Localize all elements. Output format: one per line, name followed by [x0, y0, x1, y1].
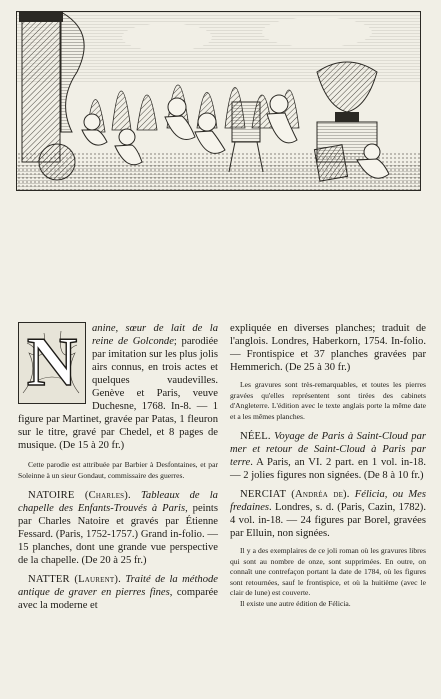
entry-neel [230, 430, 426, 482]
header-engraving [16, 11, 421, 191]
entry-natter-title: Traité de la méthode antique de graver en pierres fines [18, 574, 219, 598]
entry-natter-continued: expliquée en diverses planches; traduit de l'anglois. Londres, Haberkorn, 1754. In-folio. — Frontispice et 37 planches gravées par Hemmerich. (De 25 à 30 fr.) [230, 323, 426, 373]
note-nerciat-other-edition: Il existe une autre édition de Félicia. [240, 598, 351, 608]
entry-nerciat [230, 488, 426, 540]
note-natter: Les gravures sont très-remarquables, et toutes les pierres gravées qu'elles représentent sont tirées des cabinets d'Angleterre. L'édition avec le texte anglais porte la même date et a les mêmes planches. [230, 380, 426, 421]
entry-nerciat-title: Félicia, ou Mes fredaines [230, 489, 426, 513]
note-nerciat: Il y a des exemplaires de ce joli roman où les gravures libres qui sont au nombre de onze, sont supprimées. En outre, on connaît une contrefaçon portant la date de 1784, où les figures sont retournées, sauf le frontispice, et où la huitième (avec le clair de lune) est couverte. [230, 546, 426, 597]
left-column [18, 322, 218, 618]
dropcap-ornament [18, 322, 86, 404]
entry-nerciat-text: . Londres, s. d. (Paris, Cazin, 1782). 4 vol. in-18. — 24 figures par Borel, gravées par Elluin, non signées. [230, 502, 426, 539]
entry-neel-name: NÉEL. [240, 431, 271, 442]
right-column [230, 322, 426, 617]
entry-nanine-title: anine, sœur de lait de la reine de Golconde [92, 323, 218, 347]
entry-neel-text: . A Paris, an VI. 2 part. en 1 vol. in-18. — 2 jolies figures non signées. (De 8 à 10 fr.) [230, 457, 426, 481]
entry-natoire-title: Tableaux de la chapelle des Enfants-Trouvés à Paris [18, 490, 218, 514]
entry-natoire-name: NATOIRE (Charles). [28, 490, 131, 501]
engraving-illustration [17, 12, 421, 191]
entry-nerciat-name: NERCIAT (Andréa de). [240, 489, 350, 500]
entry-natoire-text: , peints par Charles Natoire et gravés par Étienne Fessard. (Paris, 1752-1757.) Grand in-folio. — 15 planches, dont une grande vue perspective de la chapelle. (De 20 à 25 fr.) [18, 503, 218, 566]
entry-natter [18, 573, 218, 612]
entry-natter-name: NATTER (Laurent). [28, 574, 121, 585]
entry-natter-text: , comparée avec la moderne et [18, 587, 219, 611]
note-nanine: Cette parodie est attribuée par Barbier à Desfontaines, et par Soleinne à un sieur Gondaut, commissaire des guerres. [18, 460, 218, 480]
entry-natoire [18, 489, 218, 567]
entry-nanine-text: ; parodiée par imitation sur les plus jolis airs connus, en trois actes et quelques vaudevilles. Genève et Paris, veuve Duchesne, 1768. In-8. — 1 figure par Martinet, gravée par Patas, 1 fleuron sur le titre, gravé par Chedel, et 8 pages de musique. (De 15 à 20 fr.) [18, 336, 219, 451]
entry-neel-title: Voyage de Paris à Saint-Cloud par mer et retour de Saint-Cloud à Paris par terre [230, 431, 426, 468]
dropcap-letter: N [26, 324, 78, 401]
